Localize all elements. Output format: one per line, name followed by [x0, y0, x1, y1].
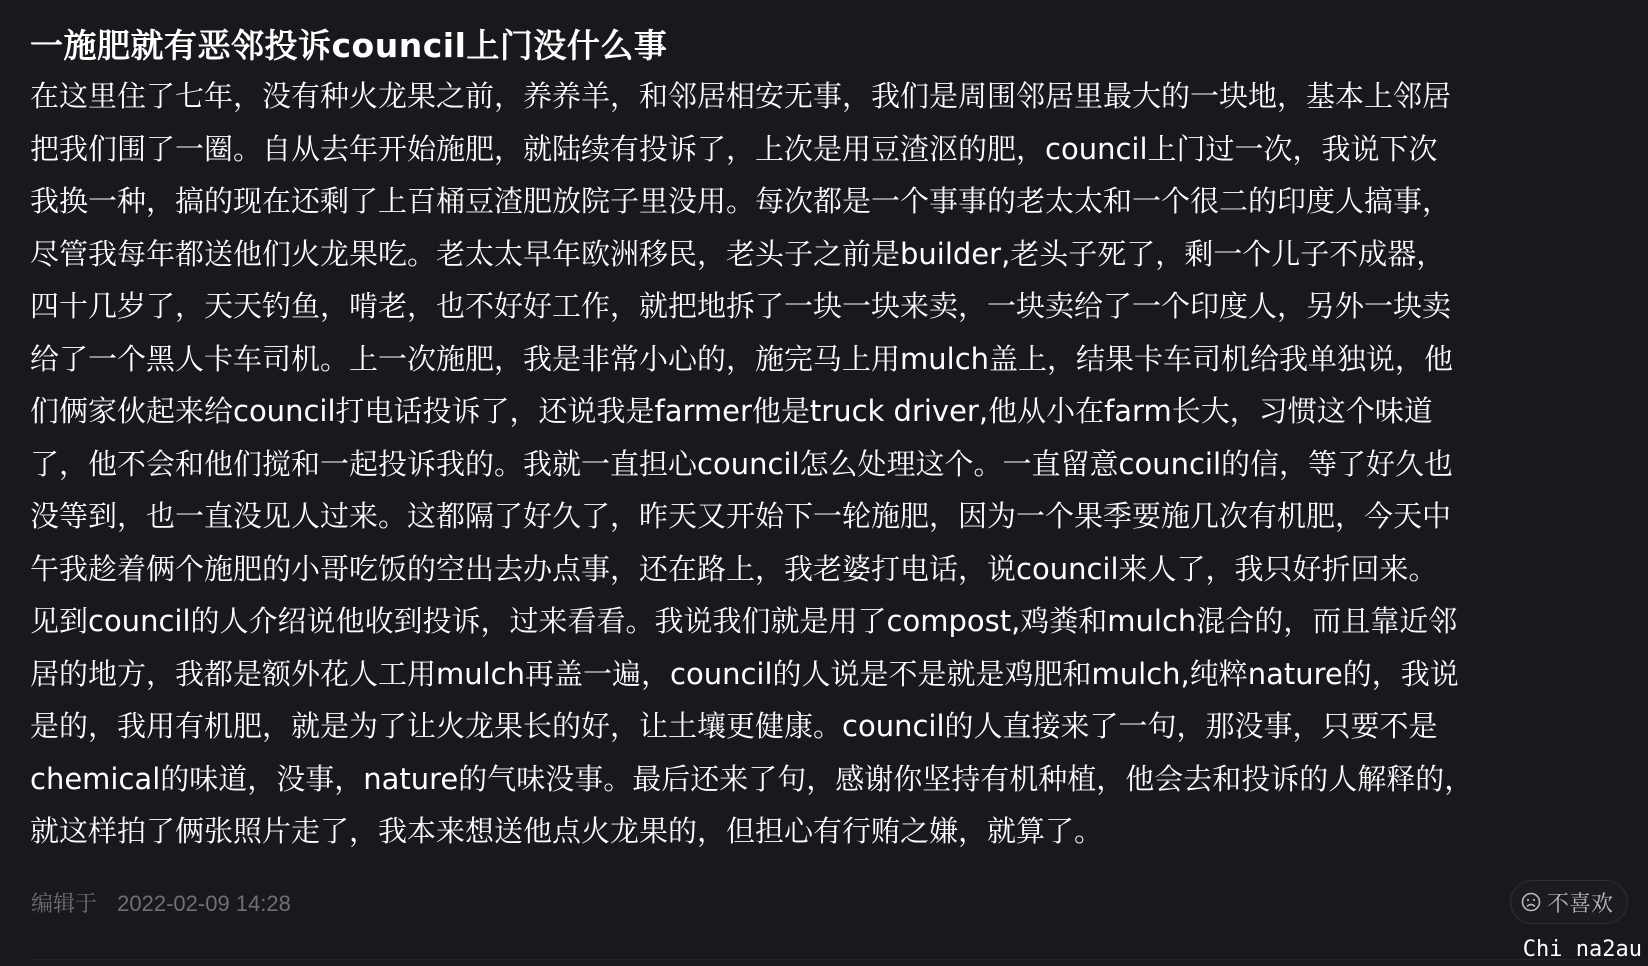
- dislike-label: 不喜欢: [1547, 890, 1614, 916]
- post-body-line: 把我们围了一圈。自从去年开始施肥，就陆续有投诉了，上次是用豆渣沤的肥，council上门过一次，我说下次: [30, 131, 1438, 166]
- dislike-button[interactable]: [1510, 880, 1628, 924]
- divider: [30, 959, 1618, 960]
- post-title: 一施肥就有恶邻投诉council上门没什么事: [30, 26, 668, 65]
- post-body-line: 给了一个黑人卡车司机。上一次施肥，我是非常小心的，施完马上用mulch盖上，结果卡车司机给我单独说，他: [30, 341, 1454, 376]
- post-body-line: 四十几岁了，天天钓鱼，啃老，也不好好工作，就把地拆了一块一块来卖，一块卖给了一个印度人，另外一块卖: [30, 289, 1452, 323]
- post-body-line: 尽管我每年都送他们火龙果吃。老太太早年欧洲移民，老头子之前是builder,老头子死了，剩一个儿子不成器，: [30, 236, 1446, 271]
- post-body-line: 居的地方，我都是额外花人工用mulch再盖一遍，council的人说是不是就是鸡肥和mulch,纯粹nature的，我说: [30, 656, 1459, 691]
- post-body-line: 见到council的人介绍说他收到投诉，过来看看。我说我们就是用了compost,鸡粪和mulch混合的，而且靠近邻: [30, 604, 1458, 638]
- post-body-line: 们俩家伙起来给council打电话投诉了，还说我是farmer他是truck driver,他从小在farm长大，习惯这个味道: [30, 394, 1433, 428]
- edit-info: [31, 887, 291, 918]
- post-body: [30, 70, 1630, 858]
- post-body-line: 我换一种，搞的现在还剩了上百桶豆渣肥放院子里没用。每次都是一个事事的老太太和一个很二的印度人搞事，: [30, 184, 1452, 218]
- edited-time: 2022-02-09 14:28: [117, 891, 291, 916]
- post-body-line: 了，他不会和他们搅和一起投诉我的。我就一直担心council怎么处理这个。一直留意council的信，等了好久也: [30, 446, 1454, 481]
- frown-face-icon: [1521, 892, 1541, 912]
- post-body-line: 是的，我用有机肥，就是为了让火龙果长的好，让土壤更健康。council的人直接来了一句，那没事，只要不是: [30, 709, 1438, 743]
- post-content: [30, 22, 1630, 858]
- post-body-line: chemical的味道，没事，nature的气味没事。最后还来了句，感谢你坚持有机种植，他会去和投诉的人解释的，: [30, 761, 1474, 796]
- edited-label: 编辑于: [31, 891, 98, 916]
- watermark: Chi na2au: [1522, 937, 1642, 962]
- post-body-line: 没等到，也一直没见人过来。这都隔了好久了，昨天又开始下一轮施肥，因为一个果季要施几次有机肥，今天中: [30, 499, 1452, 533]
- post-body-line: 就这样拍了俩张照片走了，我本来想送他点火龙果的，但担心有行贿之嫌，就算了。: [30, 814, 1104, 848]
- post-body-line: 午我趁着俩个施肥的小哥吃饭的空出去办点事，还在路上，我老婆打电话，说council来人了，我只好折回来。: [30, 551, 1438, 586]
- post-body-line: 在这里住了七年，没有种火龙果之前，养养羊，和邻居相安无事，我们是周围邻居里最大的一块地，基本上邻居: [30, 79, 1452, 113]
